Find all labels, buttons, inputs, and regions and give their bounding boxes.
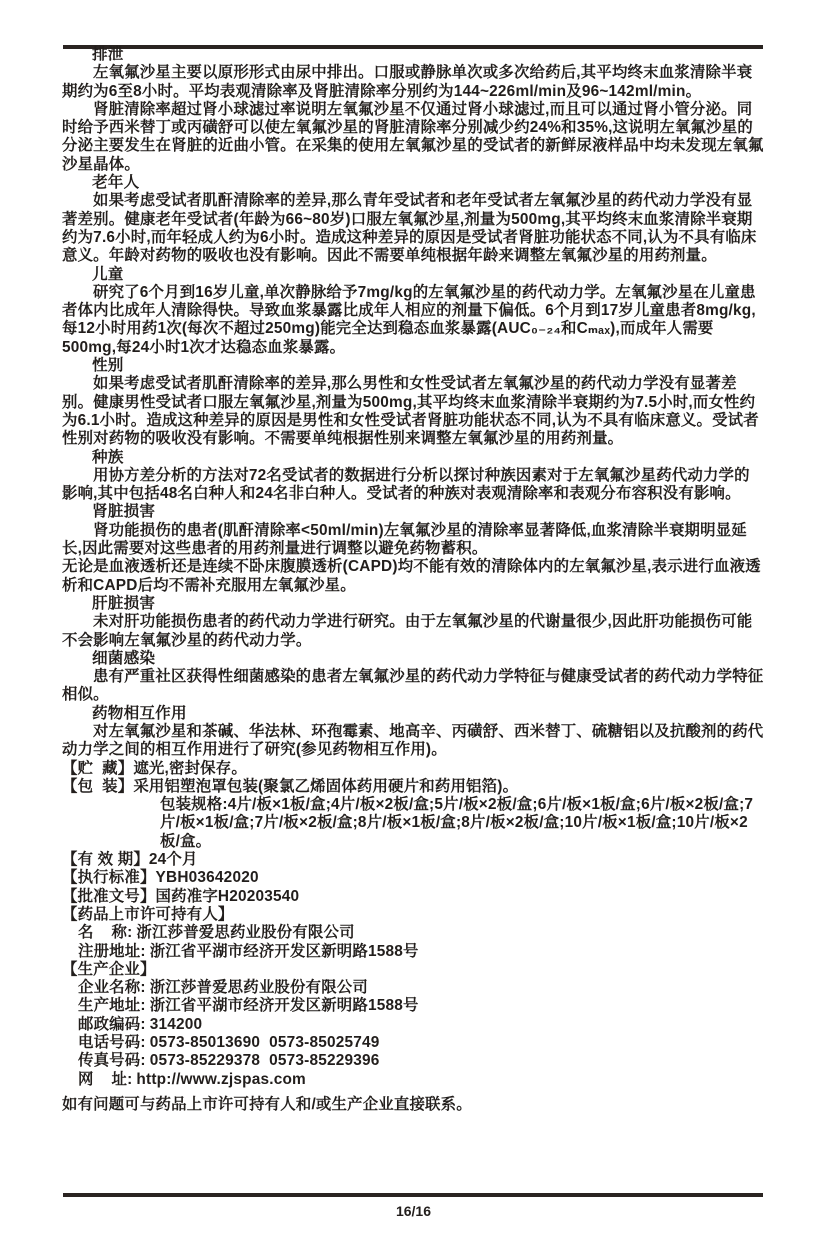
field-label: 【贮 藏】 [62,759,134,777]
section-heading: 儿童 [92,265,124,283]
paragraph: 如果考虑受试者肌酐清除率的差异,那么男性和女性受试者左氧氟沙星的药代动力学没有显著差别。健康男性受试者口服左氧氟沙星,剂量为500mg,其平均终末血浆清除半衰期约为7.5小时,而女性约为6.1小时。造成这种差异的原因是男性和女性受试者肾脏功能状态不同,认为不具有临床意义。受试者性别对药物的吸收没有影响。不需要单纯根据性别来调整左氧氟沙星的用药剂量。 [62,375,759,448]
section-renal-impairment [62,503,765,594]
page-number: 16/16 [395,1203,432,1219]
paragraph: 肾脏清除率超过肾小球滤过率说明左氧氟沙星不仅通过肾小球滤过,而且可以通过肾小管分泌。同时给予西米替丁或丙磺舒可以使左氧氟沙星的肾脏清除率分别减少约24%和35%,这说明左氧氟沙星的分泌主要发生在肾脏的近曲小管。在采集的使用左氧氟沙星的受试者的新鲜尿液样品中均未发现左氧氟沙星晶体。 [62,100,764,173]
manufacturer-phone [78,1034,765,1052]
row-value: 浙江省平湖市经济开发区新明路1588号 [149,997,419,1015]
row-label: 网 址: [78,1070,133,1088]
section-heading: 细菌感染 [92,649,156,667]
field-label: 【有 效 期】 [62,851,149,869]
row-label: 名 称: [78,924,133,942]
manufacturer-fax [78,1052,765,1070]
field-value: 采用铝塑泡罩包装(聚氯乙烯固体药用硬片和药用铝箔)。 [133,777,519,795]
field-label: 【生产企业】 [62,960,156,978]
section-heading: 种族 [92,448,124,466]
manufacturer-website [78,1071,765,1089]
row-value: 浙江莎普爱思药业股份有限公司 [149,979,368,997]
row-value: 0573-85229378 0573-85229396 [149,1052,380,1070]
field-manufacturer [62,961,765,979]
field-label: 【包 装】 [62,777,134,795]
section-heading: 排泄 [92,46,124,63]
field-label: 【执行标准】 [62,869,156,887]
section-children [62,266,765,357]
field-label: 【批准文号】 [62,887,156,905]
field-packaging [62,778,765,796]
field-validity-period [62,851,765,869]
paragraph: 无论是血液透析还是连续不卧床腹膜透析(CAPD)均不能有效的清除体内的左氧氟沙星,表示进行血液透析和CAPD后均不需补充服用左氧氟沙星。 [62,558,761,594]
field-value: 国药准字H20203540 [155,887,300,905]
section-heading: 性别 [92,357,124,375]
section-drug-interactions [62,705,765,760]
paragraph: 对左氧氟沙星和茶碱、华法林、环孢霉素、地高辛、丙磺舒、西米替丁、硫糖铝以及抗酸剂的药代动力学之间的相互作用进行了研究(参见药物相互作用)。 [62,722,764,759]
field-approval-number [62,888,765,906]
field-value: 遮光,密封保存。 [133,759,247,777]
row-value: 浙江省平湖市经济开发区新明路1588号 [149,942,419,960]
manufacturer-name [78,979,765,997]
paragraph: 患有严重社区获得性细菌感染的患者左氧氟沙星的药代动力学特征与健康受试者的药代动力学特征相似。 [62,668,764,704]
document-content [62,46,765,1114]
field-value: 24个月 [148,851,198,869]
paragraph: 用协方差分析的方法对72名受试者的数据进行分析以探讨种族因素对于左氧氟沙星药代动力学的影响,其中包括48名白种人和24名非白种人。受试者的种族对表观清除率和表观分布容积没有影响。 [62,466,750,503]
paragraph: 肾功能损伤的患者(肌酐清除率<50ml/min)左氧氟沙星的清除率显著降低,血浆清除半衰期明显延长,因此需要对这些患者的用药剂量进行调整以避免药物蓄积。 [62,521,747,558]
field-executive-standard [62,869,765,887]
row-label: 生产地址: [78,997,146,1015]
row-label: 企业名称: [78,979,146,997]
license-holder-address [78,943,765,961]
row-value: 0573-85013690 0573-85025749 [149,1034,380,1052]
section-gender [62,357,765,448]
section-bacterial-infection [62,650,765,705]
field-license-holder [62,906,765,924]
section-heading: 肝脏损害 [92,594,156,612]
row-value: 浙江莎普爱思药业股份有限公司 [136,924,355,942]
section-hepatic-impairment [62,595,765,650]
field-label: 【药品上市许可持有人】 [62,905,234,923]
section-heading: 老年人 [92,174,140,192]
section-race [62,449,765,504]
contact-note: 如有问题可与药品上市许可持有人和/或生产企业直接联系。 [62,1095,472,1113]
section-heading: 药物相互作用 [92,704,187,722]
section-excretion [62,46,765,174]
packaging-specs: 包装规格:4片/板×1板/盒;4片/板×2板/盒;5片/板×2板/盒;6片/板×1板/盒;6片/板×2板/盒;7片/板×1板/盒;7片/板×2板/盒;8片/板×1板/盒;8片/板×2板/盒;10片/板×1板/盒;10片/板×2板/盒。 [160,796,754,850]
field-storage [62,760,765,778]
manufacturer-postcode [78,1016,765,1034]
row-label: 传真号码: [78,1052,146,1070]
row-label: 电话号码: [78,1034,146,1052]
row-value: 314200 [149,1015,203,1033]
manufacturer-address [78,997,765,1015]
section-elderly [62,174,765,265]
section-heading: 肾脏损害 [92,503,156,521]
row-label: 注册地址: [78,942,146,960]
website-url: http://www.zjspas.com [136,1070,306,1088]
row-label: 邮政编码: [78,1015,146,1033]
license-holder-name [78,924,765,942]
bottom-rule [63,1193,763,1197]
paragraph: 如果考虑受试者肌酐清除率的差异,那么青年受试者和老年受试者左氧氟沙星的药代动力学没有显著差别。健康老年受试者(年龄为66~80岁)口服左氧氟沙星,剂量为500mg,其平均终末血浆清除半衰期约为7.6小时,而年轻成人约为6小时。造成这种差异的原因是受试者肾脏功能状态不同,认为不具有临床意义。年龄对药物的吸收也没有影响。因此不需要单纯根据年龄来调整左氧氟沙星的用药剂量。 [62,192,757,265]
paragraph: 研究了6个月到16岁儿童,单次静脉给予7mg/kg的左氧氟沙星的药代动力学。左氧氟沙星在儿童患者体内比成年人清除得快。导致血浆暴露比成年人相应的剂量下偏低。6个月到17岁儿童患者8mg/kg,每12小时用药1次(每次不超过250mg)能完全达到稳态血浆暴露(AUC₀₋₂₄和Cₘₐₓ),而成年人需要500mg,每24小时1次才达稳态血浆暴露。 [62,283,756,356]
field-value: YBH03642020 [155,869,259,887]
paragraph: 左氧氟沙星主要以原形形式由尿中排出。口服或静脉单次或多次给药后,其平均终末血浆清除半衰期约为6至8小时。平均表观清除率及肾脏清除率分别约为144~226ml/min及96~142ml/min。 [62,64,753,100]
paragraph: 未对肝功能损伤患者的药代动力学进行研究。由于左氧氟沙星的代谢量很少,因此肝功能损伤可能不会影响左氧氟沙星的药代动力学。 [62,613,753,649]
